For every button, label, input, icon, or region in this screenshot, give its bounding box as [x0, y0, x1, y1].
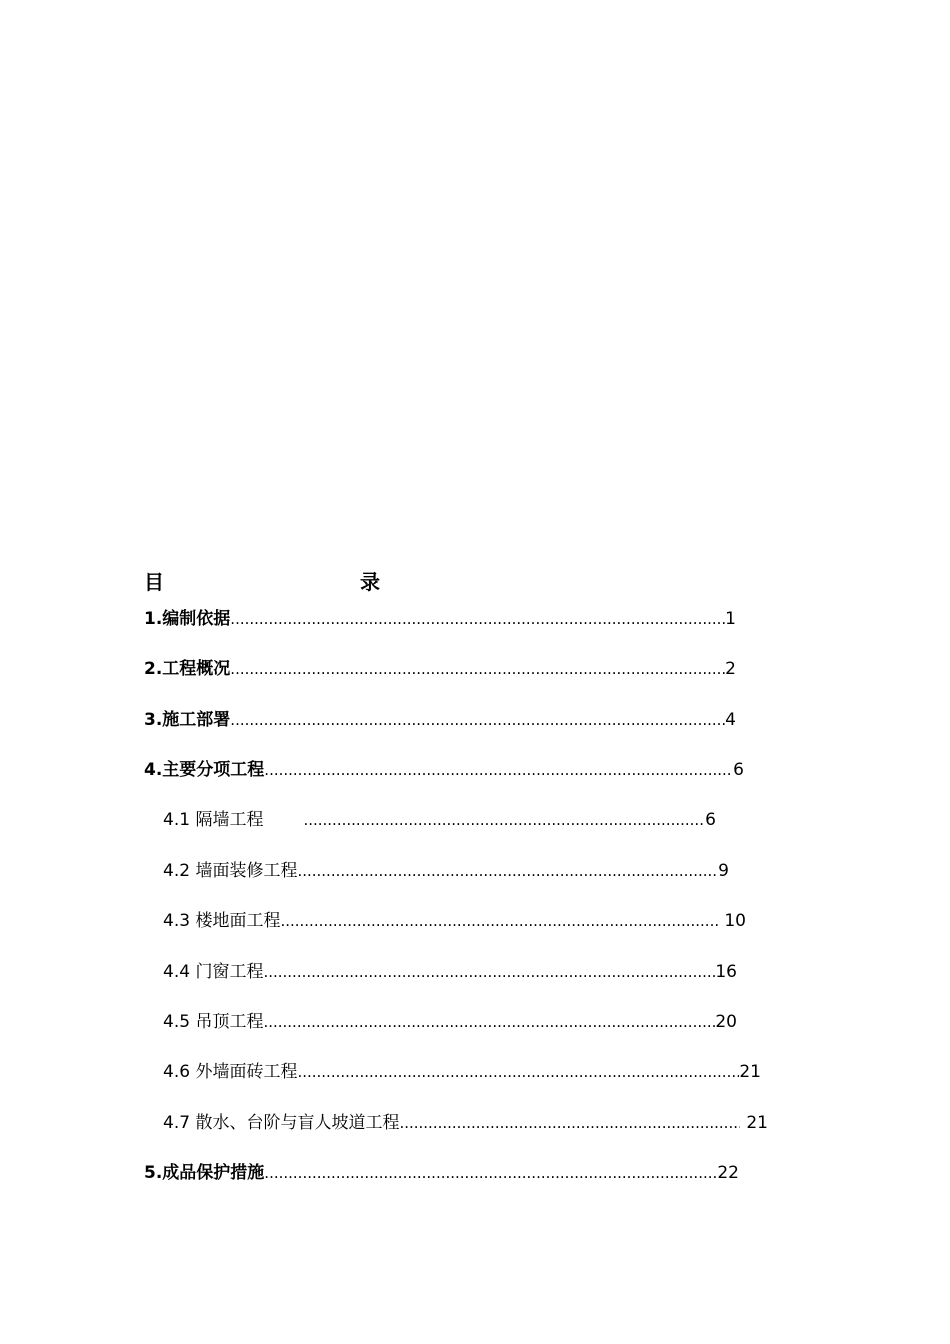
dot-leader [263, 1013, 715, 1031]
toc-entry-page: 4 [725, 710, 736, 730]
toc-entry-label: 2.工程概况 [144, 659, 231, 679]
toc-entry-label: 4.7 散水、台阶与盲人坡道工程 [163, 1113, 400, 1133]
toc-entry-1[interactable] [144, 604, 736, 628]
toc-title-right: 录 [360, 570, 380, 594]
toc-entry-label: 4.3 楼地面工程 [163, 911, 281, 931]
toc-entry-page: 16 [715, 962, 737, 982]
toc-entry-page: 22 [717, 1163, 739, 1183]
toc-entry-page: 9 [718, 861, 729, 881]
toc-entry-4[interactable] [144, 755, 744, 779]
toc-entry-4-3[interactable] [163, 906, 746, 930]
toc-entry-page: 21 [739, 1062, 761, 1082]
toc-entry-page: 6 [733, 760, 744, 780]
toc-entry-5[interactable] [144, 1158, 739, 1182]
toc-entry-4-2[interactable] [163, 856, 729, 880]
toc-entry-page: 1 [725, 609, 736, 629]
toc-entry-page: 20 [715, 1012, 737, 1032]
dot-leader [399, 1114, 740, 1132]
toc-entry-label: 4.2 墙面装修工程 [163, 861, 298, 881]
dot-leader [264, 761, 733, 779]
toc-entry-page: 10 [724, 911, 746, 931]
toc-entry-label: 3.施工部署 [144, 710, 231, 730]
toc-entry-4-1[interactable] [163, 805, 716, 829]
toc-entry-4-7[interactable] [163, 1108, 768, 1132]
dot-leader [230, 711, 725, 729]
toc-entry-label: 5.成品保护措施 [144, 1163, 265, 1183]
dot-leader [297, 862, 718, 880]
toc-entry-label: 4.6 外墙面砖工程 [163, 1062, 298, 1082]
toc-entry-label: 4.1 隔墙工程 [163, 810, 264, 830]
dot-leader [280, 912, 718, 930]
toc-entry-label: 4.5 吊顶工程 [163, 1012, 264, 1032]
dot-leader [303, 811, 705, 829]
toc-entry-label: 1.编制依据 [144, 609, 231, 629]
toc-entry-2[interactable] [144, 654, 736, 678]
toc-entry-page: 21 [746, 1113, 768, 1133]
dot-leader [263, 963, 715, 981]
dot-leader [230, 660, 725, 678]
dot-leader [230, 610, 725, 628]
toc-entry-4-6[interactable] [163, 1057, 761, 1081]
toc-entry-page: 2 [725, 659, 736, 679]
toc-entry-4-5[interactable] [163, 1007, 737, 1031]
toc-entry-label: 4.4 门窗工程 [163, 962, 264, 982]
toc-entry-page: 6 [705, 810, 716, 830]
dot-leader [297, 1063, 739, 1081]
toc-title-left: 目 [144, 570, 164, 594]
toc-entry-4-4[interactable] [163, 957, 737, 981]
dot-leader [264, 1164, 717, 1182]
toc-entry-label: 4.主要分项工程 [144, 760, 265, 780]
toc-entry-3[interactable] [144, 705, 736, 729]
